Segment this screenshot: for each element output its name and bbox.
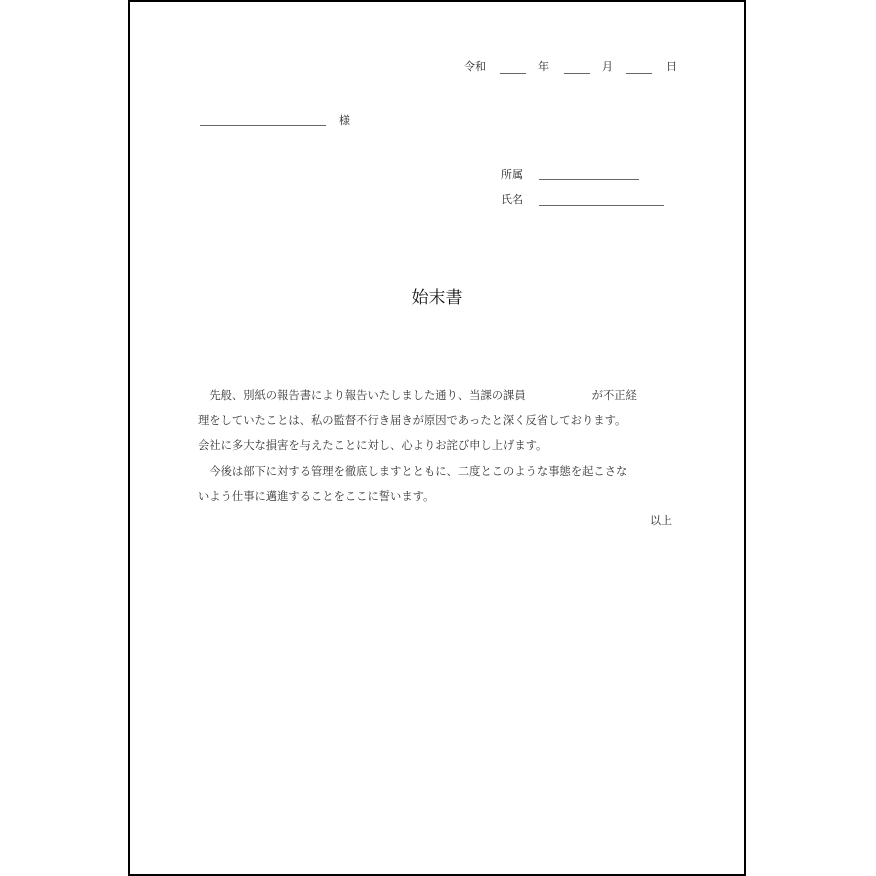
date-year-unit: 年 [538,60,549,73]
body-line-2: 理をしていたことは、私の監督不行き届きが原因であったと深く反省しております。 [198,414,627,428]
body-line-4 [198,459,676,484]
recipient-blank-line [200,125,326,126]
closing-text: 以上 [650,514,672,527]
date-month-unit: 月 [602,60,613,73]
body-line-3: 会社に多大な損害を与えたことに対し、心よりお詫び申し上げます。 [198,439,548,453]
document-page [128,0,746,876]
document-body [198,383,676,509]
body-line-1-a: 先般、別紙の報告書により報告いたしました通り、当課の課員 [209,389,526,402]
day-blank-line [626,73,652,74]
body-line-1 [198,383,676,408]
affiliation-blank-line [539,179,639,180]
document-title: 始末書 [411,288,463,308]
month-blank-line [564,73,590,74]
name-blank-line [539,205,664,206]
date-day-unit: 日 [666,60,677,73]
recipient-honorific: 様 [339,114,350,127]
body-line-1-b: が不正経 [591,389,637,402]
body-line-4-text: 今後は部下に対する管理を徹底しますとともに、二度とこのような事態を起こさな [209,464,628,478]
date-era: 令和 [464,60,486,73]
name-label: 氏名 [501,193,523,206]
body-line-5: いよう仕事に邁進することをここに誓います。 [198,489,435,503]
affiliation-label: 所属 [501,168,523,181]
year-blank-line [500,73,526,74]
